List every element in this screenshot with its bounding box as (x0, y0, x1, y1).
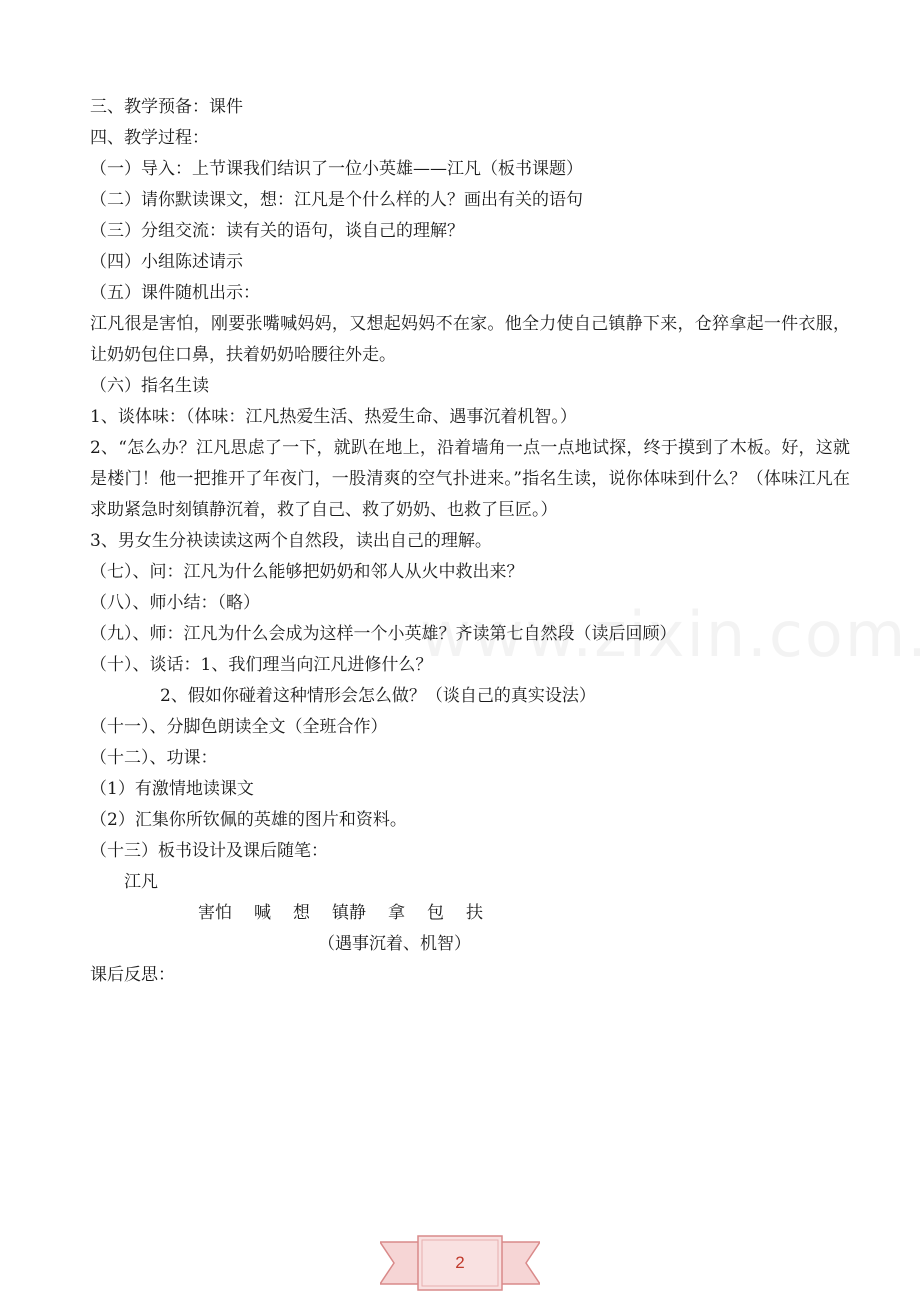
item-2-quote: 2、“怎么办？江凡思虑了一下，就趴在地上，沿着墙角一点一点地试探，终于摸到了木板。好，这就是楼门！他一把推开了年夜门，一股清爽的空气扑进来。”指名生读，说你体味到什么？（体味江凡在求助紧急时刻镇静沉着，救了自己、救了奶奶、也救了巨匠。） (90, 438, 850, 520)
step-5-courseware: （五）课件随机出示： (90, 283, 260, 303)
board-word: 镇静 (332, 903, 366, 923)
homework-item-1: （1）有激情地读课文 (90, 779, 254, 799)
section-process-heading: 四、教学过程： (90, 128, 209, 148)
board-word: 想 (293, 903, 310, 923)
step-1-intro: （一）导入：上节课我们结识了一位小英雄——江凡（板书课题） (90, 159, 583, 179)
board-word: 扶 (466, 903, 483, 923)
step-13-board-design: （十三）板书设计及课后随笔： (90, 841, 328, 861)
document-body (90, 92, 850, 991)
step-6-read-aloud: （六）指名生读 (90, 376, 209, 396)
step-10-talk: （十）、谈话：1、我们理当向江凡进修什么？ (90, 655, 433, 675)
board-title: 江凡 (124, 872, 158, 892)
section-preparation: 三、教学预备：课件 (90, 97, 243, 117)
step-9-teacher: （九）、师：江凡为什么会成为这样一个小英雄？齐读第七自然段（读后回顾） (90, 624, 677, 644)
reflection-heading: 课后反思： (90, 965, 175, 985)
board-word: 拿 (388, 903, 405, 923)
homework-item-2: （2）汇集你所钦佩的英雄的图片和资料。 (90, 810, 407, 830)
step-10-talk-item-2: 2、假如你碰着这种情形会怎么做？（谈自己的真实设法） (160, 686, 596, 706)
board-word: 包 (427, 903, 444, 923)
board-words-row (90, 898, 850, 929)
page-number: 2 (455, 1253, 465, 1272)
step-12-homework: （十二）、功课： (90, 748, 218, 768)
item-3-group-reading: 3、男女生分袂读读这两个自然段，读出自己的理解。 (90, 531, 492, 551)
step-11-role-reading: （十一）、分脚色朗读全文（全班合作） (90, 717, 388, 737)
board-word: 害怕 (198, 903, 232, 923)
step-3-group-exchange: （三）分组交流：读有关的语句，谈自己的理解？ (90, 221, 464, 241)
board-summary: （遇事沉着、机智） (318, 934, 471, 954)
step-8-summary: （八）、师小结：（略） (90, 593, 260, 613)
item-1-understanding: 1、谈体味：（体味：江凡热爱生活、热爱生命、遇事沉着机智。） (90, 407, 577, 427)
step-2-silent-reading: （二）请你默读课文，想：江凡是个什么样的人？画出有关的语句 (90, 190, 583, 210)
board-word: 喊 (254, 903, 271, 923)
step-7-question: （七）、问：江凡为什么能够把奶奶和邻人从火中救出来？ (90, 562, 524, 582)
step-4-group-report: （四）小组陈述请示 (90, 252, 243, 272)
courseware-excerpt: 江凡很是害怕，刚要张嘴喊妈妈，又想起妈妈不在家。他全力使自己镇静下来，仓猝拿起一件衣服，让奶奶包住口鼻，扶着奶奶哈腰往外走。 (90, 314, 850, 365)
